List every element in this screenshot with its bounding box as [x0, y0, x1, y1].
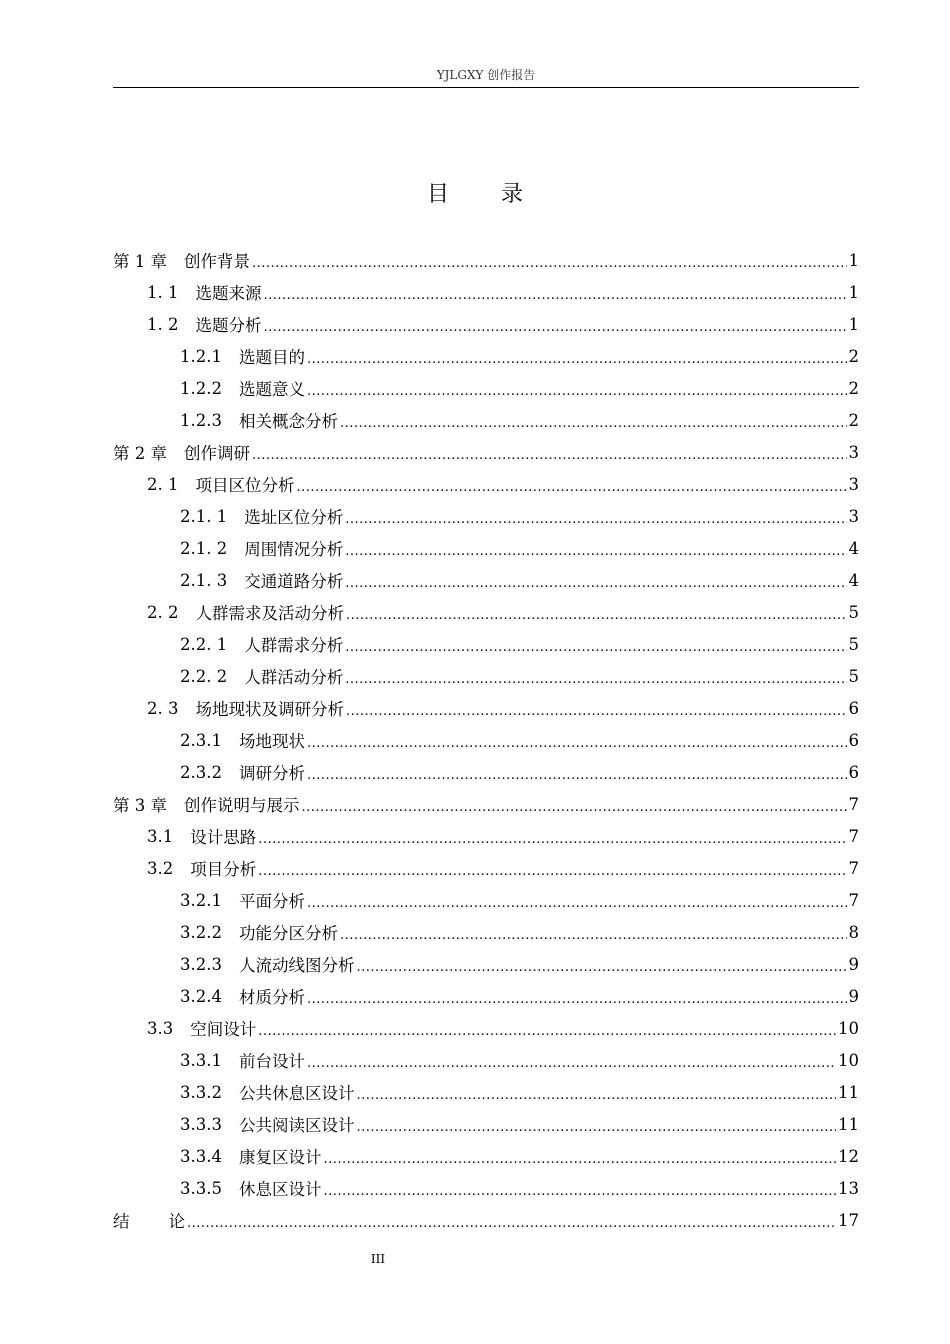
toc-entry-number: 3.3.3	[180, 1114, 222, 1134]
toc-entry-number: 第 1 章	[113, 252, 167, 271]
toc-entry[interactable]	[113, 404, 859, 436]
toc-entry-page: 7	[848, 794, 859, 814]
toc-entry[interactable]	[113, 1172, 859, 1204]
toc-entry-number: 2.1. 1	[180, 506, 228, 526]
toc-entry-number: 3.1	[147, 826, 174, 846]
toc-entry[interactable]	[113, 852, 859, 884]
toc-entry-page: 10	[838, 1050, 859, 1070]
toc-entry[interactable]	[113, 564, 859, 596]
toc-entry-page: 3	[848, 442, 859, 462]
toc-entry-page: 6	[848, 762, 859, 782]
toc-entry-number: 结	[113, 1212, 130, 1231]
toc-entry-page: 4	[848, 538, 859, 558]
toc-entry[interactable]	[113, 340, 859, 372]
dot-leader	[356, 1121, 836, 1135]
dot-leader	[258, 833, 846, 847]
dot-leader	[302, 801, 847, 815]
toc-entry[interactable]	[113, 1140, 859, 1172]
dot-leader	[252, 449, 847, 463]
dot-leader	[307, 1057, 836, 1071]
toc-entry-label: 调研分析	[238, 764, 305, 783]
toc-entry-label: 空间设计	[190, 1020, 257, 1039]
dot-leader	[307, 385, 847, 399]
toc-entry-page: 6	[848, 730, 859, 750]
dot-leader	[307, 353, 847, 367]
toc-entry-label: 相关概念分析	[238, 412, 338, 431]
toc-entry-page: 13	[838, 1178, 859, 1198]
toc-entry-number: 3.3.2	[180, 1082, 222, 1102]
page-number: III	[370, 1252, 386, 1266]
toc-entry-label: 创作说明与展示	[184, 796, 300, 815]
toc-entry-number: 2. 2	[147, 602, 179, 622]
toc-entry-label: 人群活动分析	[244, 668, 344, 687]
toc-entry-label: 创作背景	[184, 252, 250, 271]
toc-entry-page: 5	[848, 634, 859, 654]
toc-entry-page: 17	[838, 1210, 859, 1230]
dot-leader	[356, 961, 846, 975]
toc-entry-label: 创作调研	[184, 444, 250, 463]
toc-entry-label: 选题来源	[195, 284, 262, 303]
header-divider	[113, 87, 859, 88]
dot-leader	[346, 609, 847, 623]
toc-entry-label: 人群需求及活动分析	[195, 604, 344, 623]
toc-entry-number: 1.2.3	[180, 410, 222, 430]
toc-entry[interactable]	[113, 436, 859, 468]
dot-leader	[340, 929, 847, 943]
toc-entry-page: 6	[848, 698, 859, 718]
toc-entry-page: 9	[848, 954, 859, 974]
toc-entry[interactable]	[113, 1108, 859, 1140]
toc-entry-page: 7	[848, 890, 859, 910]
toc-entry-number: 3.3.1	[180, 1050, 222, 1070]
toc-entry[interactable]	[113, 628, 859, 660]
toc-entry[interactable]	[113, 1044, 859, 1076]
toc-entry-page: 8	[848, 922, 859, 942]
toc-entry[interactable]	[113, 916, 859, 948]
toc-entry[interactable]	[113, 372, 859, 404]
toc-entry[interactable]	[113, 532, 859, 564]
toc-entry-page: 5	[848, 666, 859, 686]
dot-leader	[345, 641, 846, 655]
page-title	[0, 177, 950, 208]
toc-entry-number: 2. 3	[147, 698, 179, 718]
toc-entry-page: 11	[838, 1082, 859, 1102]
toc-entry-label: 平面分析	[238, 892, 305, 911]
toc-entry-number: 第 2 章	[113, 444, 167, 463]
toc-entry[interactable]	[113, 980, 859, 1012]
toc-entry-number: 2.1. 3	[180, 570, 228, 590]
toc-entry-label: 公共阅读区设计	[238, 1116, 355, 1135]
toc-entry-page: 4	[848, 570, 859, 590]
toc-entry-label: 人流动线图分析	[238, 956, 355, 975]
toc-entry-number: 2.1. 2	[180, 538, 228, 558]
toc-entry-label: 场地现状及调研分析	[195, 700, 344, 719]
toc-entry-number: 3.3.4	[180, 1146, 222, 1166]
toc-entry-number: 1.2.2	[180, 378, 222, 398]
toc-entry-label: 康复区设计	[238, 1148, 322, 1167]
toc-entry-label: 公共休息区设计	[238, 1084, 355, 1103]
dot-leader	[307, 897, 847, 911]
toc-entry-page: 1	[848, 250, 859, 270]
toc-entry[interactable]	[113, 948, 859, 980]
toc-entry-label: 论	[168, 1212, 185, 1231]
toc-entry-number: 3.2.3	[180, 954, 222, 974]
toc-entry[interactable]	[113, 884, 859, 916]
toc-entry[interactable]	[113, 1076, 859, 1108]
toc-entry-number: 3.2.2	[180, 922, 222, 942]
dot-leader	[346, 705, 847, 719]
toc-entry-page: 1	[848, 314, 859, 334]
dot-leader	[264, 321, 847, 335]
toc-entry-number: 2. 1	[147, 474, 179, 494]
toc-entry-page: 9	[848, 986, 859, 1006]
toc-entry-label: 选题目的	[238, 348, 305, 367]
toc-entry[interactable]	[113, 724, 859, 756]
toc-entry-label: 周围情况分析	[244, 540, 344, 559]
title-char-left: 目	[426, 182, 449, 207]
toc-entry[interactable]	[113, 596, 859, 628]
toc-entry-page: 11	[838, 1114, 859, 1134]
dot-leader	[252, 257, 847, 271]
toc-entry-label: 选题分析	[195, 316, 262, 335]
dot-leader	[323, 1185, 836, 1199]
dot-leader	[323, 1153, 836, 1167]
toc-entry-number: 1.2.1	[180, 346, 222, 366]
toc-entry-number: 第 3 章	[113, 796, 167, 815]
toc-entry[interactable]	[113, 692, 859, 724]
dot-leader	[258, 865, 846, 879]
toc-entry[interactable]	[113, 308, 859, 340]
toc-entry-label: 前台设计	[238, 1052, 305, 1071]
toc-entry-page: 2	[848, 410, 859, 430]
toc-entry-page: 7	[848, 826, 859, 846]
page-header: YJLGXY 创作报告	[436, 68, 536, 82]
toc-entry[interactable]	[113, 820, 859, 852]
toc-entry[interactable]	[113, 244, 859, 276]
dot-leader	[307, 769, 847, 783]
toc-entry-label: 项目分析	[190, 860, 257, 879]
toc-entry-page: 1	[848, 282, 859, 302]
toc-entry-label: 场地现状	[238, 732, 305, 751]
toc-entry[interactable]	[113, 500, 859, 532]
toc-entry-label: 人群需求分析	[244, 636, 344, 655]
toc-entry[interactable]	[113, 1204, 859, 1236]
toc-entry-page: 2	[848, 378, 859, 398]
dot-leader	[307, 993, 847, 1007]
toc-entry-number: 1. 1	[147, 282, 179, 302]
dot-leader	[345, 577, 846, 591]
toc-entry-label: 设计思路	[190, 828, 257, 847]
dot-leader	[297, 481, 847, 495]
title-char-right: 录	[501, 182, 524, 207]
dot-leader	[307, 737, 847, 751]
toc-entry[interactable]	[113, 756, 859, 788]
toc-entry-page: 3	[848, 506, 859, 526]
toc-entry-number: 2.3.1	[180, 730, 222, 750]
toc-entry-number: 3.3.5	[180, 1178, 222, 1198]
dot-leader	[345, 513, 846, 527]
toc-entry-page: 3	[848, 474, 859, 494]
toc-entry-label: 项目区位分析	[195, 476, 295, 495]
toc-entry[interactable]	[113, 468, 859, 500]
toc-entry-number: 3.2.1	[180, 890, 222, 910]
toc-entry[interactable]	[113, 788, 859, 820]
dot-leader	[264, 289, 847, 303]
toc-entry-page: 10	[838, 1018, 859, 1038]
toc-entry-label: 材质分析	[238, 988, 305, 1007]
toc-entry[interactable]	[113, 660, 859, 692]
table-of-contents	[113, 244, 859, 1236]
toc-entry-number: 2.3.2	[180, 762, 222, 782]
toc-entry-number: 3.2	[147, 858, 174, 878]
dot-leader	[345, 673, 846, 687]
toc-entry-page: 7	[848, 858, 859, 878]
dot-leader	[258, 1025, 836, 1039]
toc-entry-number: 2.2. 2	[180, 666, 228, 686]
toc-entry-label: 选址区位分析	[244, 508, 344, 527]
toc-entry-label: 功能分区分析	[238, 924, 338, 943]
toc-entry-page: 5	[848, 602, 859, 622]
dot-leader	[340, 417, 847, 431]
dot-leader	[345, 545, 846, 559]
toc-entry-page: 2	[848, 346, 859, 366]
toc-entry-number: 2.2. 1	[180, 634, 228, 654]
toc-entry-number: 3.3	[147, 1018, 174, 1038]
toc-entry[interactable]	[113, 1012, 859, 1044]
toc-entry-label: 休息区设计	[238, 1180, 322, 1199]
dot-leader	[187, 1217, 836, 1231]
toc-entry-number: 1. 2	[147, 314, 179, 334]
toc-entry-number: 3.2.4	[180, 986, 222, 1006]
dot-leader	[356, 1089, 836, 1103]
toc-entry-label: 选题意义	[238, 380, 305, 399]
toc-entry[interactable]	[113, 276, 859, 308]
toc-entry-label: 交通道路分析	[244, 572, 344, 591]
toc-entry-page: 12	[838, 1146, 859, 1166]
